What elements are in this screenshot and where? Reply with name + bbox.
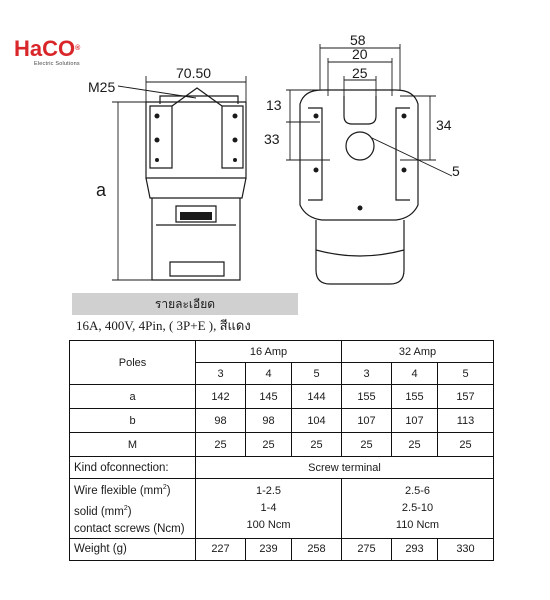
wire-solid-16: 1-4 <box>260 501 277 514</box>
kind-label: Kind ofconnection: <box>70 457 196 479</box>
table-cell: 25 <box>246 433 292 457</box>
table-cell: 98 <box>196 409 246 433</box>
wire-labels: Wire flexible $(mm^2)$ solid $(mm^2)$ contact screws (Ncm) <box>70 479 196 539</box>
row-label: a <box>70 385 196 409</box>
dim-13: 13 <box>266 97 282 113</box>
wire-flex-16: 1-2.5 <box>255 484 282 497</box>
registered-mark: ® <box>75 45 81 52</box>
table-header-row <box>70 341 494 363</box>
weight-cell: 227 <box>196 538 246 560</box>
dim-width: 70.50 <box>176 65 212 81</box>
wire-flex-32: 2.5-6 <box>404 484 431 497</box>
detail-title: รายละเอียด <box>72 293 298 315</box>
table-cell: 25 <box>342 433 392 457</box>
wire-32-amp <box>342 479 494 539</box>
contact-label: contact screws (Ncm) <box>74 522 185 535</box>
weight-label: Weight (g) <box>70 538 196 560</box>
pole-cell: 4 <box>392 363 438 385</box>
dim-58: 58 <box>350 32 366 48</box>
table-cell: 144 <box>292 385 342 409</box>
table-cell: 155 <box>342 385 392 409</box>
table-cell: 113 <box>438 409 494 433</box>
pole-cell: 5 <box>292 363 342 385</box>
spec-table <box>69 340 494 561</box>
table-cell: 142 <box>196 385 246 409</box>
row-label: M <box>70 433 196 457</box>
kind-value: Screw terminal <box>196 457 494 479</box>
weight-row <box>70 538 494 560</box>
pole-cell: 3 <box>196 363 246 385</box>
table-cell: 145 <box>246 385 292 409</box>
technical-drawing <box>0 0 550 290</box>
weight-cell: 293 <box>392 538 438 560</box>
table-row <box>70 385 494 409</box>
pole-cell: 4 <box>246 363 292 385</box>
wire-row <box>70 479 494 539</box>
group-16-amp: 16 Amp <box>196 341 342 363</box>
table-cell: 107 <box>342 409 392 433</box>
wire-solid-32: 2.5-10 <box>401 501 434 514</box>
pole-cell: 5 <box>438 363 494 385</box>
weight-cell: 258 <box>292 538 342 560</box>
table-cell: 25 <box>438 433 494 457</box>
side-view-outline <box>146 88 246 280</box>
poles-label: Poles <box>70 341 196 385</box>
dim-cable-gland: M25 <box>88 79 116 95</box>
front-view-outline <box>300 90 418 284</box>
wire-16-amp <box>196 479 342 539</box>
table-cell: 25 <box>292 433 342 457</box>
dim-20: 20 <box>352 46 368 62</box>
table-cell: 98 <box>246 409 292 433</box>
weight-cell: 275 <box>342 538 392 560</box>
dim-25: 25 <box>352 65 368 81</box>
table-cell: 25 <box>392 433 438 457</box>
pole-cell: 3 <box>342 363 392 385</box>
wire-flexible-label: Wire flexible (mm <box>74 484 163 497</box>
table-cell: 104 <box>292 409 342 433</box>
row-label: b <box>70 409 196 433</box>
dim-34: 34 <box>436 117 452 133</box>
dim-height-a: a <box>96 180 107 200</box>
brand-name: HaCO <box>14 36 76 61</box>
weight-cell: 330 <box>438 538 494 560</box>
table-cell: 107 <box>392 409 438 433</box>
detail-spec: 16A, 400V, 4Pin, ( 3P+E ), สีแดง <box>76 318 251 333</box>
contact-16: 100 Ncm <box>246 518 291 531</box>
table-cell: 25 <box>196 433 246 457</box>
dim-33: 33 <box>264 131 280 147</box>
weight-cell: 239 <box>246 538 292 560</box>
table-row <box>70 409 494 433</box>
brand-tagline: Electric Solutions <box>34 61 80 67</box>
table-cell: 155 <box>392 385 438 409</box>
solid-label: solid (mm <box>74 505 124 518</box>
group-32-amp: 32 Amp <box>342 341 494 363</box>
kind-of-connection-row <box>70 457 494 479</box>
table-row <box>70 433 494 457</box>
contact-32: 110 Ncm <box>395 518 440 531</box>
dim-5: 5 <box>452 163 460 179</box>
table-cell: 157 <box>438 385 494 409</box>
